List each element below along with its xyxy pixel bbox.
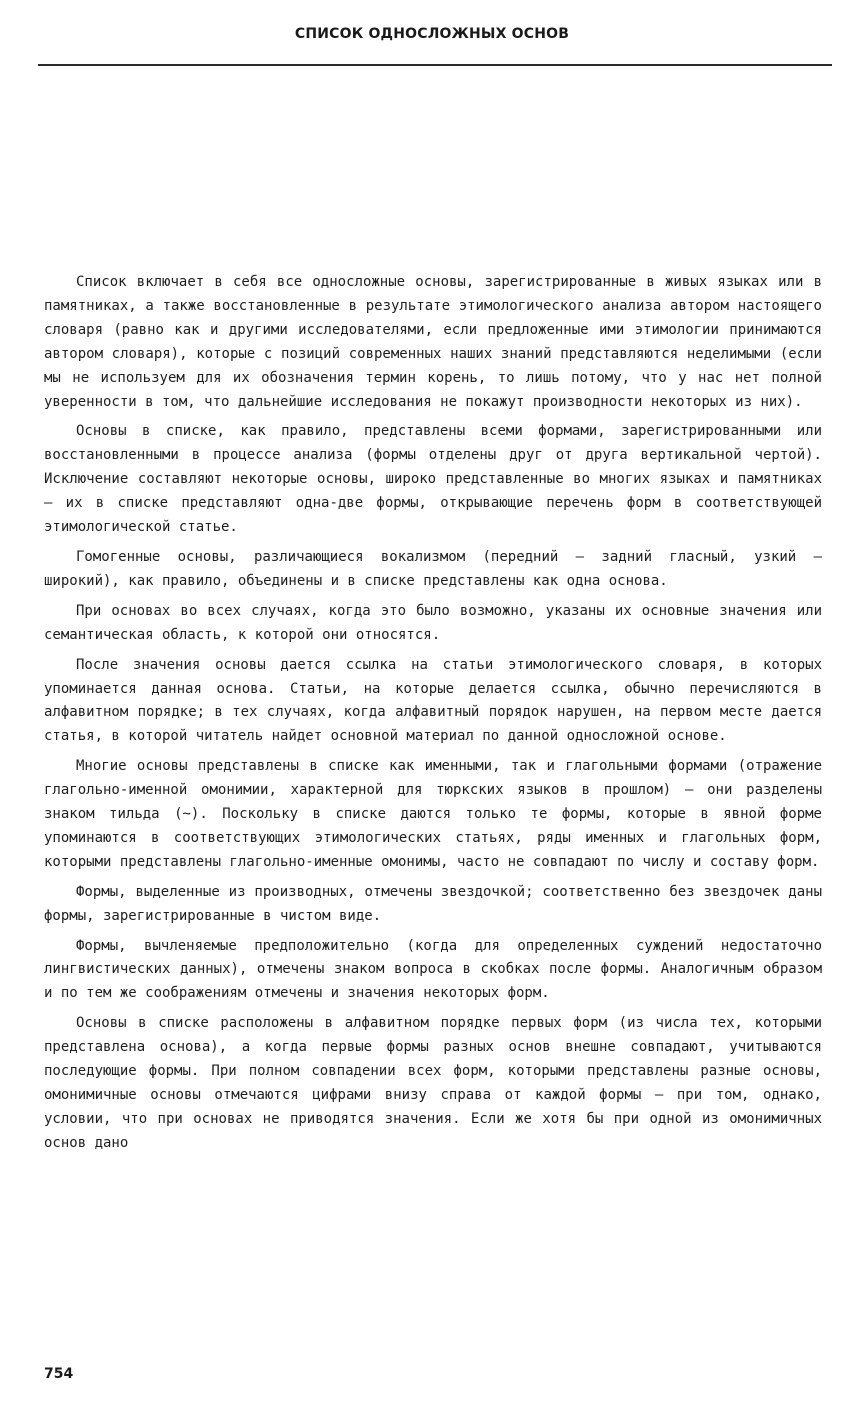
- paragraph-forms: Основы в списке, как правило, представлены всеми формами, зарегистрированными или восстановленными в процессе анализа (формы отделены друг от друга вертикальной чертой). Исключение составляют некоторые основы, широко представленные во многих языках и памятниках – их в списке представляют одна-две формы, открывающие перечень форм в соответствующей этимологической статье.: [44, 423, 822, 536]
- page-number: 754: [44, 1366, 74, 1382]
- paragraph-question-mark: Формы, вычленяемые предположительно (когда для определенных суждений недостаточно лингвистических данных), отмечены знаком вопроса в скобках после формы. Аналогичным образом и по тем же соображениям отмечены и значения некоторых форм.: [44, 937, 822, 1002]
- paragraph-homogeneous: Гомогенные основы, различающиеся вокализмом (передний – задний гласный, узкий – широкий), как правило, объединены и в списке представлены как одна основа.: [44, 548, 822, 589]
- paragraph-ordering: Основы в списке расположены в алфавитном порядке первых форм (из числа тех, которыми представлена основа), а когда первые формы разных основ внешне совпадают, учитываются последующие формы. При полном совпадении всех форм, которыми представлены разные основы, омонимичные основы отмечаются цифрами внизу справа от каждой формы – при том, однако, условии, что при основах не приводятся значения. Если же хотя бы при одной из омонимичных основ дано: [44, 1015, 822, 1151]
- running-header: СПИСОК ОДНОСЛОЖНЫХ ОСНОВ: [294, 26, 570, 42]
- paragraph-references: После значения основы дается ссылка на статьи этимологического словаря, в которых упоминается данная основа. Статьи, на которые делается ссылка, обычно перечисляются в алфавитном порядке; в тех случаях, когда алфавитный порядок нарушен, на первом месте дается статья, в которой читатель найдет основной материал по данной односложной основе.: [44, 656, 822, 745]
- paragraph-asterisk: Формы, выделенные из производных, отмечены звездочкой; соответственно без звездочек даны формы, зарегистрированные в чистом виде.: [44, 883, 822, 924]
- paragraph-scope: Список включает в себя все односложные основы, зарегистрированные в живых языках или в памятниках, а также восстановленные в результате этимологического анализа автором настоящего словаря (равно как и другими исследователями, если предложенные ими этимологии принимаются автором словаря), которые с позиций современных наших знаний представляются неделимыми (если мы не используем для их обозначения термин корень, то лишь потому, что у нас нет полной уверенности в том, что дальнейшие исследования не покажут производности некоторых из них).: [44, 274, 822, 410]
- body-text: [44, 271, 822, 1162]
- paragraph-meanings: При основах во всех случаях, когда это было возможно, указаны их основные значения или семантическая область, к которой они относятся.: [44, 602, 822, 643]
- header-divider: [38, 64, 832, 66]
- paragraph-homonymy: Многие основы представлены в списке как именными, так и глагольными формами (отражение глагольно-именной омонимии, характерной для тюркских языков в прошлом) – они разделены знаком тильда (~). Поскольку в списке даются только те формы, которые в явной форме упоминаются в соответствующих этимологических статьях, ряды именных и глагольных форм, которыми представлены глагольно-именные омонимы, часто не совпадают по числу и составу форм.: [44, 758, 822, 870]
